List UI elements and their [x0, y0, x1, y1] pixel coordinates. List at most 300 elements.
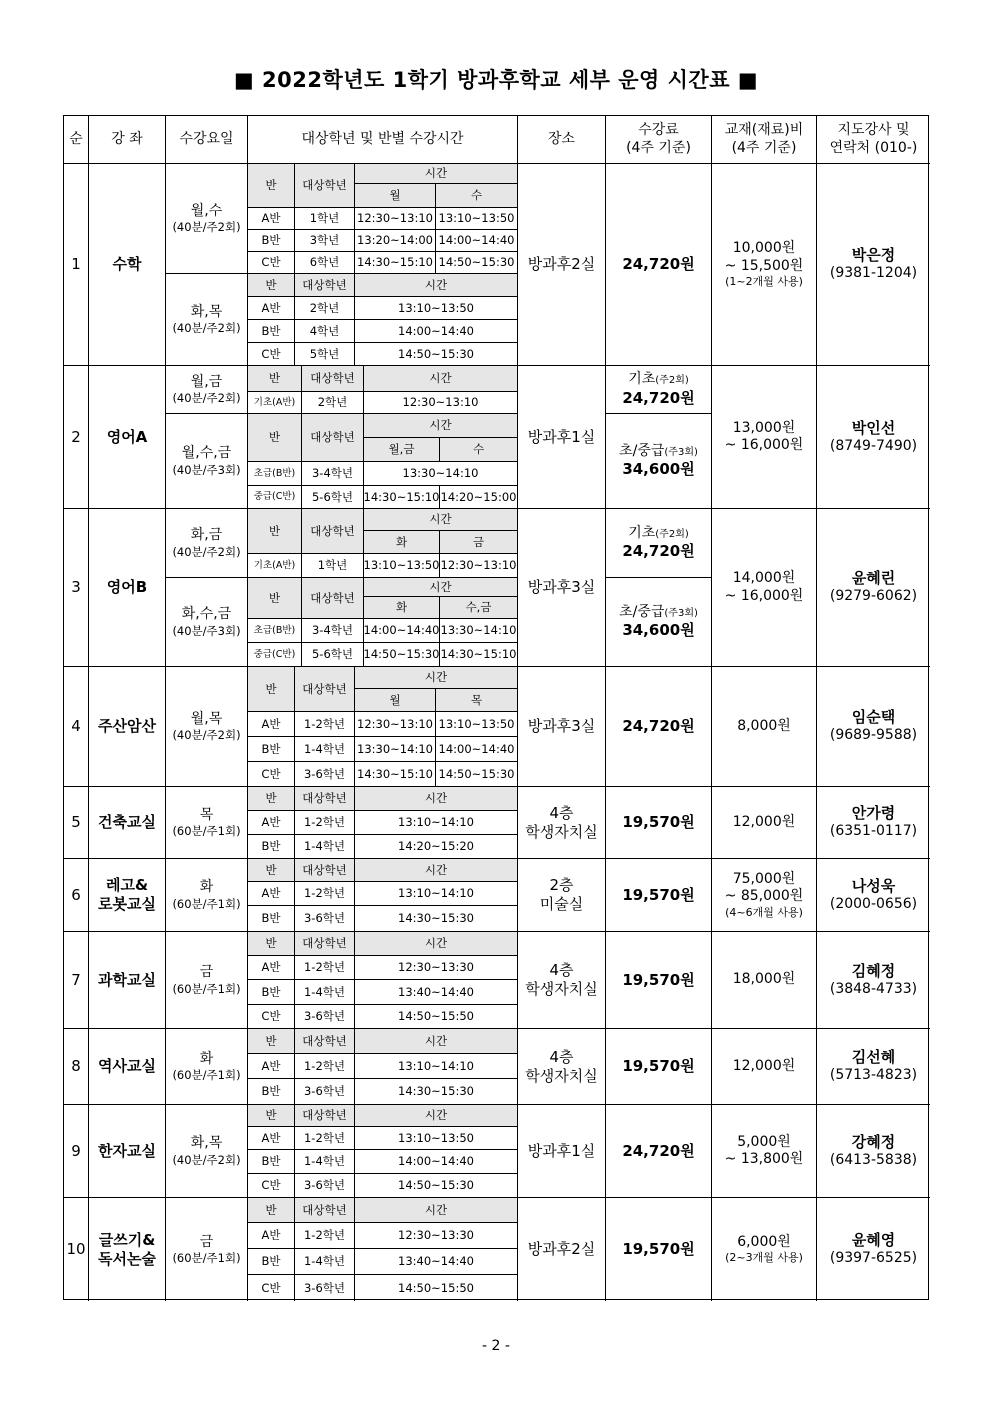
class-days-text: 금 [199, 1233, 214, 1250]
course-teacher-text: (2000-0656) [829, 895, 918, 912]
header-material-text: (4주 기준) [731, 139, 797, 156]
row-grade-text: 1-2학년 [303, 815, 345, 830]
sub-header-class-text: 반 [265, 1033, 277, 1048]
course-fee [606, 1198, 712, 1301]
row-grade [295, 882, 355, 906]
course-name-text: 영어B [106, 578, 148, 597]
row-class-text: A반 [261, 211, 281, 226]
row-grade-text: 5학년 [309, 346, 340, 361]
header-no [64, 116, 89, 164]
timetable [63, 115, 929, 1300]
sub-header-class [248, 164, 295, 208]
course-material-cost-text: 8,000원 [737, 717, 791, 734]
class-days [166, 414, 248, 509]
class-days [166, 509, 248, 578]
course-fee [606, 164, 712, 366]
sub-header-grade [302, 509, 364, 554]
row-grade [295, 1249, 355, 1275]
row-time-text: 12:30~13:30 [398, 960, 474, 975]
row-time [355, 882, 518, 906]
course-teacher-text: (6351-0117) [829, 823, 918, 840]
row-class-text: A반 [261, 815, 281, 830]
course-material-cost-text: ~ 13,800원 [724, 1151, 804, 1167]
row-time-text: 14:20~15:20 [398, 839, 474, 854]
class-days-text: 화,수,금 [181, 606, 232, 623]
row-grade [295, 980, 355, 1005]
row-grade-text: 3-6학년 [303, 911, 345, 926]
fee-intermediate-label [619, 443, 698, 461]
course-place-text: 4층 [549, 961, 574, 980]
sub-header-class [248, 509, 302, 554]
sub-header-time [355, 1198, 518, 1223]
row-time-text: 14:50~15:30 [398, 346, 474, 361]
course-teacher-text: 김혜정 [851, 961, 896, 980]
sub-header-day-text: 수 [470, 188, 483, 203]
row-class-text: C반 [261, 1178, 281, 1193]
fee-intermediate-sessions: (주3회) [664, 446, 698, 458]
row-time [355, 1249, 518, 1275]
fee-basic-label [628, 525, 689, 543]
row-grade [295, 762, 355, 787]
sub-header-class-text: 반 [268, 523, 281, 538]
course-material-cost-text: 14,000원 [732, 570, 796, 586]
row-time-text: 14:30~15:10 [364, 489, 440, 504]
course-material-cost [712, 1105, 817, 1198]
row-time [355, 1174, 518, 1198]
sub-header-day-text: 수,금 [465, 600, 492, 615]
sub-header-grade [295, 1029, 355, 1054]
row-grade [295, 906, 355, 932]
course-fee-text: 19,570원 [622, 1240, 695, 1259]
row-class-text: 중급(C반) [253, 648, 296, 660]
row-grade [302, 392, 364, 414]
fee-basic-label [628, 371, 689, 389]
sub-header-day [355, 689, 436, 712]
course-name [89, 1198, 166, 1301]
row-class-text: 기초(A반) [253, 559, 296, 571]
row-class-text: A반 [261, 960, 281, 975]
course-name-text: 주산암산 [98, 717, 156, 736]
sub-header-day [436, 184, 518, 208]
row-class [248, 712, 295, 737]
class-days-text: 화,목 [190, 1135, 223, 1152]
course-teacher-text: (8749-7490) [829, 437, 918, 454]
row-grade-text: 2학년 [309, 300, 340, 315]
row-class [248, 1150, 295, 1174]
course-material-cost [712, 667, 817, 787]
sub-header-class-text: 반 [265, 791, 277, 806]
course-fee-basic [606, 509, 712, 578]
row-time [364, 554, 440, 578]
header-grade-time [248, 116, 518, 164]
sub-header-time [355, 932, 518, 956]
fee-intermediate-label-text: 초/중급 [619, 603, 665, 620]
row-time-text: 13:10~13:50 [438, 716, 515, 731]
sub-header-class [248, 414, 302, 462]
sub-header-grade-text: 대상학년 [302, 277, 347, 292]
row-grade [295, 1275, 355, 1301]
row-grade [295, 811, 355, 835]
row-class [248, 554, 302, 578]
row-grade [295, 320, 355, 343]
class-days-text: 화,금 [190, 527, 223, 544]
row-time [355, 1127, 518, 1150]
row-time-text: 14:50~15:30 [398, 1178, 474, 1193]
row-class [248, 956, 295, 980]
row-time [436, 712, 518, 737]
row-class [248, 1054, 295, 1079]
course-fee [606, 667, 712, 787]
header-fee-text: (4주 기준) [626, 139, 691, 156]
course-teacher [817, 787, 930, 859]
sub-header-day-text: 화 [395, 600, 408, 615]
row-time [440, 486, 518, 509]
row-grade [295, 343, 355, 366]
sub-header-grade [302, 366, 364, 392]
row-time [355, 712, 436, 737]
course-place-text: 방과후1실 [527, 427, 596, 446]
class-days-text: (60분/주1회) [172, 824, 241, 839]
sub-header-class [248, 578, 302, 619]
course-teacher-text: (6413-5838) [829, 1151, 918, 1168]
course-fee [606, 932, 712, 1029]
sub-header-time [364, 509, 518, 531]
course-place [518, 932, 606, 1029]
class-days [166, 274, 248, 366]
row-time [364, 392, 518, 414]
course-fee-text: 24,720원 [622, 255, 695, 274]
course-material-cost-text: ~ 16,000원 [724, 587, 804, 604]
class-days [166, 1029, 248, 1105]
course-name [89, 164, 166, 366]
course-number [64, 859, 89, 932]
row-class-text: 중급(C반) [253, 491, 296, 503]
sub-header-grade [295, 164, 355, 208]
course-number-text: 10 [66, 1240, 86, 1259]
course-number-text: 4 [71, 717, 81, 736]
row-class [248, 980, 295, 1005]
course-teacher [817, 932, 930, 1029]
row-class-text: B반 [261, 984, 281, 999]
course-name-text: 영어A [106, 427, 148, 446]
course-teacher-text: (9397-6525) [829, 1250, 918, 1267]
fee-intermediate-amount: 34,600원 [622, 621, 695, 640]
course-name-text: 레고& [105, 876, 149, 895]
sub-header-time-text: 시간 [429, 418, 452, 433]
fee-intermediate-label-text: 초/중급 [619, 442, 665, 459]
row-grade-text: 3학년 [309, 233, 340, 248]
row-class [248, 835, 295, 859]
row-class-text: C반 [261, 766, 281, 781]
sub-header-day-text: 화 [395, 534, 408, 549]
class-days-text: 월,목 [190, 710, 223, 727]
row-grade [295, 1174, 355, 1198]
sub-header-class-text: 반 [268, 590, 281, 605]
course-place-text: 학생자치실 [525, 980, 598, 998]
course-teacher-text: 윤혜린 [851, 569, 896, 588]
course-fee-text: 24,720원 [622, 717, 695, 736]
row-class [248, 343, 295, 366]
row-time-text: 14:00~14:40 [364, 623, 440, 638]
course-number-text: 5 [71, 813, 81, 832]
fee-basic-sessions: (주2회) [655, 528, 689, 540]
header-course-text: 강 좌 [111, 130, 143, 147]
header-place [518, 116, 606, 164]
fee-intermediate-sessions: (주3회) [664, 607, 698, 619]
course-fee [606, 787, 712, 859]
row-class-text: 기초(A반) [253, 396, 296, 408]
row-time-text: 13:10~13:50 [438, 211, 515, 226]
course-name-text: 로봇교실 [98, 895, 156, 913]
sub-header-class [248, 932, 295, 956]
course-place [518, 859, 606, 932]
course-name-text: 한자교실 [98, 1141, 156, 1160]
course-teacher-text: 나성욱 [851, 876, 896, 895]
course-fee-text: 19,570원 [622, 970, 695, 989]
header-material [712, 116, 817, 164]
sub-header-grade-text: 대상학년 [310, 430, 355, 445]
sub-header-grade [295, 667, 355, 712]
row-grade-text: 1학년 [317, 558, 348, 573]
class-days-text: (40분/주2회) [172, 321, 241, 336]
course-number-text: 9 [71, 1141, 81, 1160]
sub-header-time-text: 시간 [424, 670, 448, 685]
course-teacher-text: 강혜정 [851, 1132, 896, 1151]
row-grade [295, 1054, 355, 1079]
sub-header-time-text: 시간 [424, 1033, 448, 1048]
row-class-text: 초급(B반) [253, 467, 296, 479]
course-material-cost-text: 75,000원 [732, 870, 796, 887]
row-grade [302, 486, 364, 509]
course-name-text: 역사교실 [98, 1057, 156, 1076]
course-number [64, 1198, 89, 1301]
row-time [355, 1275, 518, 1301]
sub-header-grade [295, 1198, 355, 1223]
row-time [355, 1079, 518, 1105]
sub-header-class-text: 반 [265, 1108, 277, 1123]
course-fee-intermediate [606, 578, 712, 667]
row-time-text: 13:30~14:10 [402, 466, 479, 481]
course-material-cost-text: 18,000원 [732, 971, 796, 988]
course-place-text: 학생자치실 [525, 822, 598, 841]
header-grade-time-text: 대상학년 및 반별 수강시간 [301, 130, 464, 147]
row-time [355, 252, 436, 274]
row-time [364, 462, 518, 486]
row-grade-text: 3-4학년 [311, 466, 353, 481]
course-material-cost-text: (4~6개월 사용) [725, 905, 803, 919]
course-material-cost [712, 1029, 817, 1105]
header-fee [606, 116, 712, 164]
row-time-text: 14:30~15:30 [398, 1084, 474, 1099]
row-class [248, 643, 302, 667]
class-days-text: (40분/주2회) [172, 728, 241, 743]
row-class-text: B반 [261, 839, 281, 854]
row-time-text: 14:50~15:30 [438, 255, 515, 270]
course-number [64, 667, 89, 787]
fee-intermediate-amount: 34,600원 [622, 460, 695, 479]
row-time-text: 13:10~14:10 [398, 815, 474, 830]
course-name-text: 과학교실 [98, 970, 156, 989]
course-place-text: 학생자치실 [525, 1066, 598, 1085]
course-place-text: 방과후1실 [527, 1141, 596, 1160]
sub-header-time-text: 시간 [424, 862, 448, 877]
sub-header-day [364, 597, 440, 619]
sub-header-class [248, 667, 295, 712]
row-grade-text: 3-6학년 [303, 1280, 345, 1295]
sub-header-class-text: 반 [268, 371, 281, 386]
row-class-text: B반 [261, 1154, 281, 1169]
row-class-text: C반 [261, 1280, 281, 1295]
row-time [355, 956, 518, 980]
fee-basic-label-text: 기초 [628, 524, 656, 541]
row-class [248, 297, 295, 320]
row-class-text: A반 [261, 300, 281, 315]
row-time-text: 13:10~13:50 [364, 558, 440, 573]
sub-header-time-text: 시간 [429, 371, 452, 386]
class-days [166, 787, 248, 859]
row-class [248, 1275, 295, 1301]
row-time-text: 13:10~13:50 [398, 300, 474, 315]
course-material-cost [712, 787, 817, 859]
course-material-cost-text: ~ 15,500원 [724, 257, 804, 274]
fee-basic-amount: 24,720원 [622, 388, 695, 407]
row-grade-text: 1학년 [309, 211, 340, 226]
course-place [518, 1029, 606, 1105]
course-number [64, 509, 89, 667]
row-time-text: 13:40~14:40 [398, 1254, 474, 1269]
course-fee-text: 24,720원 [622, 1141, 695, 1160]
course-number [64, 366, 89, 509]
row-time [436, 762, 518, 787]
row-grade [295, 230, 355, 252]
course-fee [606, 859, 712, 932]
sub-header-class-text: 반 [268, 430, 281, 445]
course-teacher-text: 박은정 [851, 246, 896, 265]
sub-header-time [364, 578, 518, 597]
sub-header-time-text: 시간 [429, 579, 452, 594]
sub-header-day-text: 월,금 [388, 442, 415, 457]
sub-header-day-text: 금 [472, 534, 485, 549]
sub-header-day-text: 목 [470, 692, 483, 707]
sub-header-class [248, 1198, 295, 1223]
row-time-text: 14:30~15:10 [357, 255, 433, 270]
header-fee-text: 수강료 [638, 122, 679, 138]
row-grade-text: 1-4학년 [303, 1154, 345, 1169]
class-days-text: 목 [199, 806, 214, 823]
class-days [166, 1105, 248, 1198]
row-grade [295, 1079, 355, 1105]
row-time [440, 643, 518, 667]
course-number [64, 1105, 89, 1198]
row-time-text: 14:30~15:10 [440, 647, 517, 662]
sub-header-grade-text: 대상학년 [302, 791, 347, 806]
course-name-text: 독서논술 [98, 1249, 156, 1268]
row-time-text: 14:00~14:40 [438, 233, 515, 248]
course-material-cost-text: ~ 85,000원 [724, 888, 804, 905]
sub-header-grade-text: 대상학년 [310, 371, 355, 386]
row-grade-text: 1-2학년 [303, 886, 345, 901]
row-grade-text: 1-4학년 [303, 984, 345, 999]
row-class [248, 882, 295, 906]
sub-header-grade-text: 대상학년 [302, 862, 347, 877]
row-grade-text: 5-6학년 [311, 489, 353, 504]
row-grade [295, 1223, 355, 1249]
row-class [248, 486, 302, 509]
sub-header-class [248, 1029, 295, 1054]
course-place [518, 787, 606, 859]
course-material-cost-text: (2~3개월 사용) [725, 1251, 803, 1265]
course-teacher-text: 안가령 [851, 804, 896, 823]
sub-header-class-text: 반 [265, 1202, 277, 1217]
fee-basic-sessions: (주2회) [655, 375, 689, 387]
course-fee-intermediate [606, 414, 712, 509]
class-days-text: 월,금 [190, 373, 223, 390]
sub-header-day [440, 438, 518, 462]
row-grade-text: 1-2학년 [303, 1228, 345, 1243]
sub-header-day [364, 531, 440, 554]
course-fee [606, 1105, 712, 1198]
class-days-text: 월,수 [190, 202, 223, 219]
row-grade-text: 1-2학년 [303, 716, 345, 731]
sub-header-time-text: 시간 [424, 1108, 448, 1123]
row-time-text: 13:10~14:10 [398, 886, 474, 901]
sub-header-time-text: 시간 [424, 791, 448, 806]
course-place-text: 방과후3실 [527, 717, 596, 736]
sub-header-day [355, 184, 436, 208]
row-class [248, 1223, 295, 1249]
course-teacher-text: (5713-4823) [829, 1067, 918, 1084]
course-fee [606, 1029, 712, 1105]
sub-header-class [248, 1105, 295, 1127]
header-place-text: 장소 [547, 130, 576, 147]
course-fee-text: 19,570원 [622, 813, 695, 832]
class-days [166, 366, 248, 414]
row-grade-text: 3-6학년 [303, 1009, 345, 1024]
row-time-text: 14:50~15:50 [398, 1280, 474, 1295]
sub-header-time [355, 164, 518, 184]
course-material-cost-text: ~ 16,000원 [724, 437, 804, 453]
sub-header-grade [295, 1105, 355, 1127]
class-days-text: 월,수,금 [181, 445, 232, 462]
sub-header-class-text: 반 [265, 936, 277, 951]
sub-header-day-text: 월 [389, 692, 401, 707]
course-name-text: 건축교실 [98, 813, 156, 832]
row-class-text: B반 [261, 323, 281, 338]
course-teacher [817, 667, 930, 787]
sub-header-time [355, 1105, 518, 1127]
sub-header-class-text: 반 [265, 277, 277, 292]
course-teacher [817, 509, 930, 667]
course-place [518, 509, 606, 667]
row-grade [302, 554, 364, 578]
course-fee-text: 19,570원 [622, 885, 695, 904]
header-teacher-text: 지도강사 및 [837, 122, 910, 138]
course-place [518, 667, 606, 787]
row-time-text: 13:20~14:00 [357, 233, 433, 248]
row-grade [295, 956, 355, 980]
row-grade-text: 3-4학년 [311, 623, 353, 638]
sub-header-class-text: 반 [265, 681, 277, 696]
course-number-text: 6 [71, 885, 81, 904]
course-fee-text: 19,570원 [622, 1057, 695, 1076]
row-class-text: B반 [261, 911, 281, 926]
class-days-text: (60분/주1회) [172, 981, 241, 996]
class-days-text: (40분/주2회) [172, 1152, 241, 1167]
row-time-text: 14:30~15:30 [398, 911, 474, 926]
course-number-text: 7 [71, 970, 81, 989]
row-class-text: A반 [261, 1058, 281, 1073]
class-days-text: (40분/주3회) [172, 462, 241, 477]
